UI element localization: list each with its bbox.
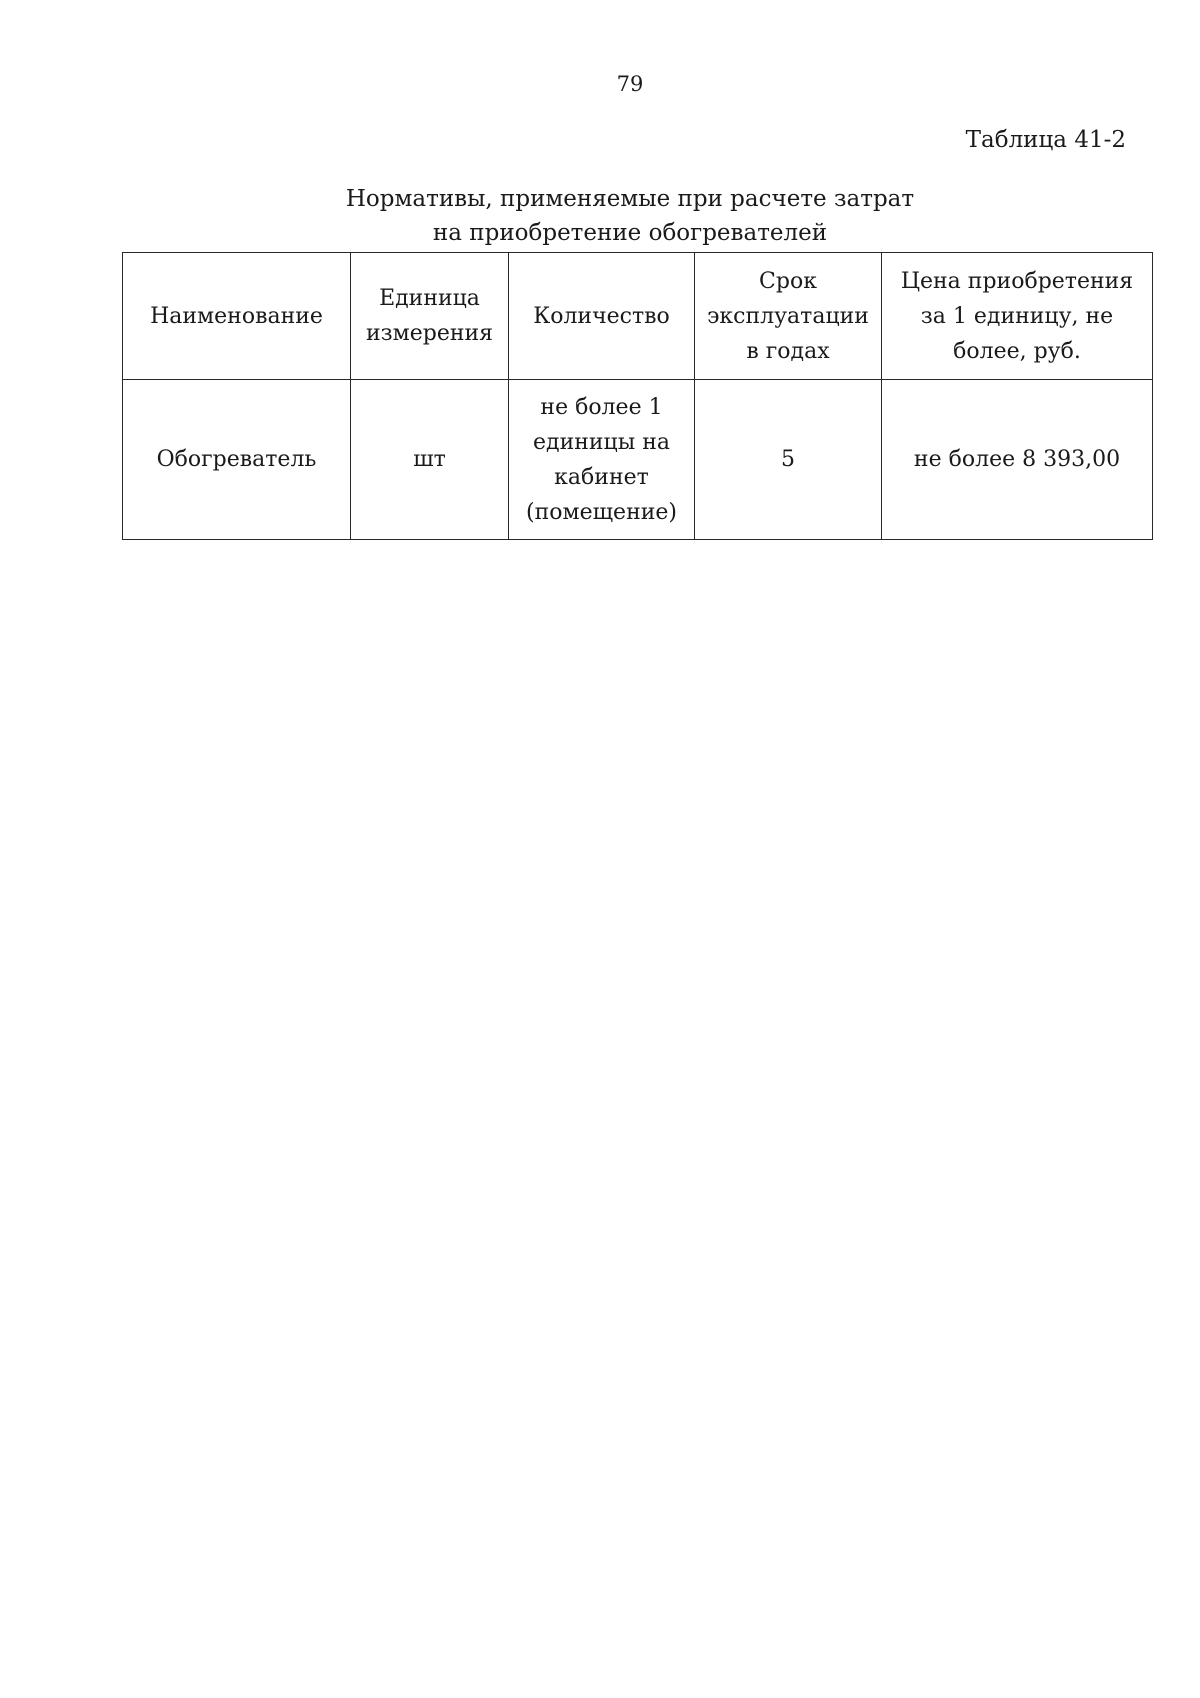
table-title [300, 182, 960, 250]
header-quantity-text: Количество [533, 303, 670, 329]
cell-name-text: Обогреватель [156, 447, 317, 472]
cell-price [882, 380, 1153, 540]
cell-unit-text: шт [413, 447, 446, 472]
header-service-life [695, 253, 882, 380]
table-title-line-2: на приобретение обогревателей [432, 220, 828, 246]
header-price-text: Цена приобретения за 1 единицу, не более, руб. [900, 268, 1134, 364]
norms-table [122, 252, 1153, 540]
table-header-row [123, 253, 1153, 380]
cell-unit [351, 380, 509, 540]
header-unit [351, 253, 509, 380]
table-title-line-1: Нормативы, применяемые при расчете затрат [345, 186, 915, 212]
table-label: Таблица 41-2 [965, 127, 1126, 153]
header-name [123, 253, 351, 380]
header-quantity [509, 253, 695, 380]
cell-service-life [695, 380, 882, 540]
header-service-life-text: Срок эксплуатации в годах [707, 268, 869, 364]
cell-service-life-text: 5 [781, 447, 795, 472]
header-unit-text: Единица измерения [365, 286, 494, 346]
table-row [123, 380, 1153, 540]
cell-name [123, 380, 351, 540]
cell-quantity [509, 380, 695, 540]
cell-quantity-text: не более 1 единицы на кабинет (помещение) [525, 394, 678, 525]
cell-price-text: не более 8 393,00 [913, 447, 1121, 472]
header-price [882, 253, 1153, 380]
header-name-text: Наименование [150, 303, 323, 329]
page-number: 79 [616, 72, 644, 96]
